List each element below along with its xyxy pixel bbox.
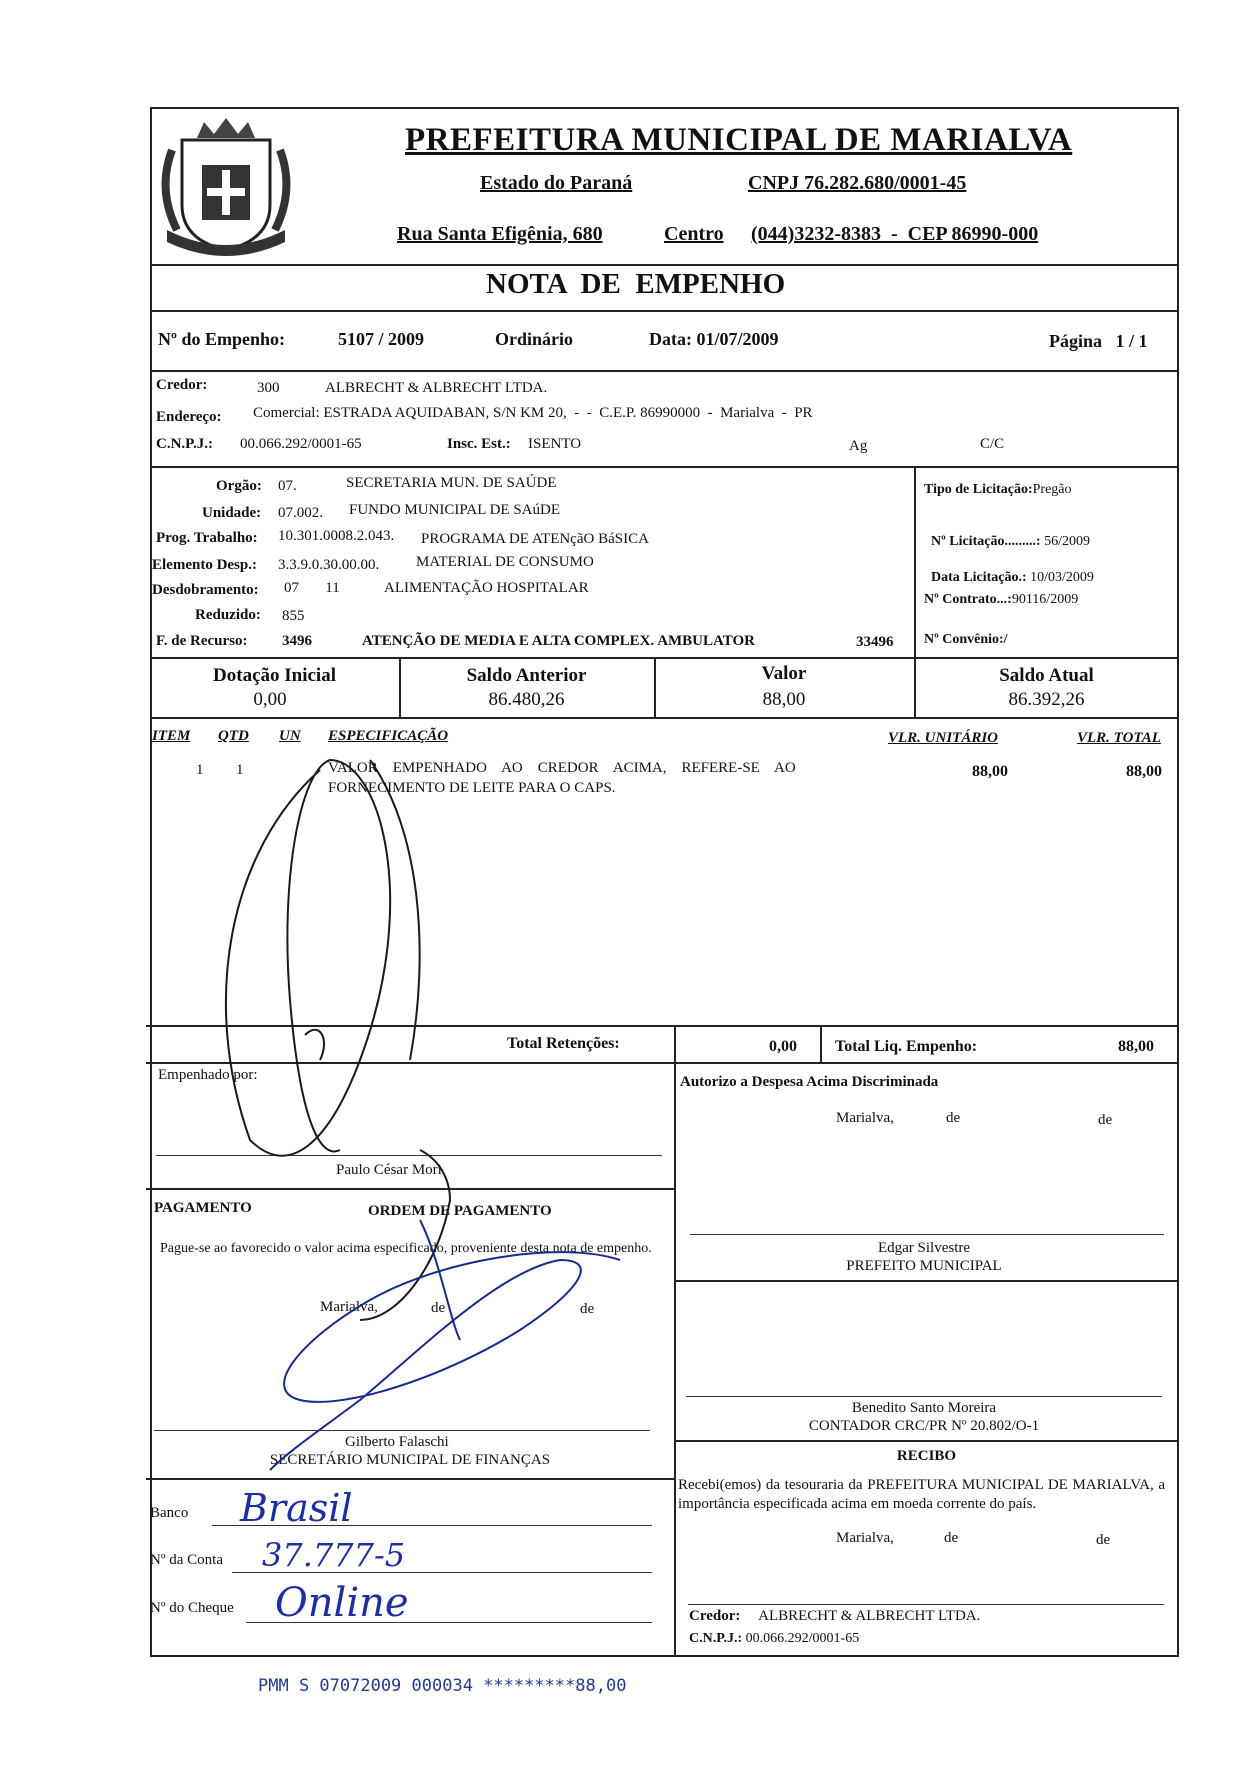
orgao-label: Orgão: (216, 478, 262, 494)
insc-label: Insc. Est.: (447, 436, 511, 452)
empenho-type: Ordinário (495, 329, 574, 349)
prog-code: 10.301.0008.2.043. (278, 528, 395, 544)
elemento-name: MATERIAL DE CONSUMO (416, 554, 594, 570)
conta-label: Nº da Conta (150, 1552, 223, 1568)
col-spec: ESPECIFICAÇÃO (328, 728, 449, 744)
licitacao-contrato-value: 90116/2009 (1011, 592, 1079, 607)
balance-dotacao-value: 0,00 (253, 689, 287, 710)
pagamento-de1: de (431, 1300, 446, 1316)
reduzido-value: 855 (282, 608, 305, 624)
balance-atual-value: 86.392,26 (1008, 689, 1085, 710)
liquido-label: Total Liq. Empenho: (835, 1038, 978, 1055)
empenho-number: 5107 / 2009 (338, 329, 425, 349)
header-district: Centro (664, 223, 724, 245)
cc-label: C/C (980, 436, 1005, 452)
col-total-value: VLR. TOTAL (1077, 730, 1161, 746)
header-title: PREFEITURA MUNICIPAL DE MARIALVA (405, 122, 1073, 158)
autorizo-de2: de (1098, 1112, 1113, 1128)
licitacao-contrato-label: Nº Contrato...: (924, 592, 1012, 607)
balance-anterior-value: 86.480,26 (488, 689, 565, 710)
document-title: NOTA DE EMPENHO (486, 268, 786, 300)
pagamento-de2: de (580, 1301, 595, 1317)
recurso-code: 3496 (282, 633, 312, 649)
credor-label: Credor: (156, 377, 208, 393)
prog-name: PROGRAMA DE ATENçãO BáSICA (421, 531, 649, 547)
pagamento-label: PAGAMENTO (154, 1200, 252, 1216)
item-spec-line2: FORNECIMENTO DE LEITE PARA O CAPS. (328, 780, 616, 796)
ag-label: Ag (849, 438, 868, 454)
orgao-code: 07. (278, 478, 297, 494)
recibo-credor-value: ALBRECHT & ALBRECHT LTDA. (758, 1608, 981, 1624)
address-label: Endereço: (156, 409, 222, 425)
recibo-text: Recebi(emos) da tesouraria da PREFEITURA MUNICIPAL DE MARIALVA, a importância especificada acima em moeda corrente do país. (678, 1477, 1165, 1512)
balance-anterior-label: Saldo Anterior (466, 665, 587, 686)
ordem-pagamento-label: ORDEM DE PAGAMENTO (368, 1203, 552, 1219)
retencoes-value: 0,00 (769, 1038, 797, 1055)
pagamento-text: Pague-se ao favorecido o valor acima especificado, proveniente desta nota de empenho. (160, 1241, 652, 1256)
header-street: Rua Santa Efigênia, 680 (397, 223, 603, 245)
prefeito-role: PREFEITO MUNICIPAL (846, 1258, 1002, 1274)
credor-code: 300 (257, 380, 280, 396)
recibo-cnpj-label: C.N.P.J.: (689, 1631, 743, 1646)
unidade-label: Unidade: (202, 505, 262, 521)
prefeito-name: Edgar Silvestre (877, 1240, 971, 1256)
cheque-label: Nº do Cheque (150, 1600, 234, 1616)
autorizo-label: Autorizo a Despesa Acima Discriminada (680, 1074, 939, 1090)
retencoes-label: Total Retenções: (507, 1035, 620, 1052)
liquido-value: 88,00 (1118, 1038, 1154, 1055)
empenho-date: Data: 01/07/2009 (649, 329, 779, 349)
licitacao-data-label: Data Licitação.: (931, 570, 1031, 585)
desdobramento-label: Desdobramento: (152, 582, 259, 598)
contador-role: CONTADOR CRC/PR Nº 20.802/O-1 (808, 1418, 1040, 1434)
payment-stamp: PMM S 07072009 000034 *********88,00 (258, 1676, 627, 1696)
licitacao-numero-value: 56/2009 (1044, 534, 1090, 549)
empenhado-name: Paulo César Mori (336, 1162, 442, 1178)
address-value: Comercial: ESTRADA AQUIDABAN, S/N KM 20, - - C.E.P. 86990000 - Marialva - PR (253, 405, 813, 421)
col-unit-value: VLR. UNITÁRIO (888, 730, 999, 746)
banco-handwritten: Brasil (240, 1486, 353, 1530)
item-unit-value: 88,00 (972, 763, 1008, 780)
cheque-handwritten: Online (275, 1580, 409, 1626)
desdobramento-name: ALIMENTAÇÃO HOSPITALAR (384, 580, 589, 596)
contador-name: Benedito Santo Moreira (851, 1400, 997, 1416)
unidade-code: 07.002. (278, 505, 323, 521)
unidade-name: FUNDO MUNICIPAL DE SAúDE (349, 502, 560, 518)
conta-handwritten: 37.777-5 (262, 1536, 406, 1574)
recurso-number: 33496 (856, 634, 894, 650)
banco-label: Banco (150, 1505, 189, 1521)
licitacao-convenio: Nº Convênio:/ (924, 632, 1008, 647)
recurso-name: ATENÇÃO DE MEDIA E ALTA COMPLEX. AMBULATOR (362, 633, 755, 649)
secretario-name: Gilberto Falaschi (345, 1434, 449, 1450)
header-cnpj: CNPJ 76.282.680/0001-45 (748, 172, 967, 194)
recibo-de2: de (1096, 1532, 1111, 1548)
recibo-city: Marialva, (836, 1530, 894, 1546)
autorizo-city: Marialva, (836, 1110, 894, 1126)
recibo-label: RECIBO (896, 1448, 957, 1464)
pagamento-city: Marialva, (320, 1299, 378, 1315)
balance-valor-label: Valor (761, 663, 807, 684)
autorizo-de1: de (946, 1110, 961, 1126)
licitacao-data-value: 10/03/2009 (1030, 570, 1094, 585)
item-number: 1 (196, 762, 204, 778)
desdobramento-code: 07 11 (284, 580, 340, 596)
balance-atual-label: Saldo Atual (999, 665, 1094, 686)
elemento-label: Elemento Desp.: (152, 557, 257, 573)
recibo-credor-label: Credor: (689, 1608, 741, 1624)
elemento-code: 3.3.9.0.30.00.00. (278, 557, 380, 573)
cnpj-value: 00.066.292/0001-65 (240, 436, 362, 452)
recibo-de1: de (944, 1530, 959, 1546)
reduzido-label: Reduzido: (195, 607, 261, 623)
item-spec-line1: VALOR EMPENHADO AO CREDOR ACIMA, REFERE-SE AO (328, 760, 796, 776)
secretario-role: SECRETÁRIO MUNICIPAL DE FINANÇAS (269, 1452, 551, 1468)
recibo-cnpj-value: 00.066.292/0001-65 (745, 1631, 860, 1646)
prog-label: Prog. Trabalho: (156, 530, 258, 546)
item-qtd: 1 (236, 762, 244, 778)
balance-dotacao-label: Dotação Inicial (213, 665, 336, 686)
licitacao-numero-label: Nº Licitação.........: (931, 534, 1045, 549)
orgao-name: SECRETARIA MUN. DE SAÚDE (346, 475, 557, 491)
licitacao-tipo-value: Pregão (1032, 482, 1072, 497)
empenhado-label: Empenhado por: (158, 1067, 258, 1083)
header-state: Estado do Paraná (480, 172, 633, 194)
cnpj-label: C.N.P.J.: (156, 436, 213, 452)
col-un: UN (279, 728, 301, 744)
empenho-number-label: Nº do Empenho: (158, 329, 285, 349)
credor-name: ALBRECHT & ALBRECHT LTDA. (325, 380, 548, 396)
header-phone-cep: (044)3232-8383 - CEP 86990-000 (751, 223, 1039, 245)
item-total-value: 88,00 (1126, 763, 1162, 780)
empenho-page: Página 1 / 1 (1049, 331, 1148, 351)
licitacao-tipo-label: Tipo de Licitação: (924, 482, 1033, 497)
recurso-label: F. de Recurso: (156, 633, 248, 649)
balance-valor-value: 88,00 (762, 689, 806, 710)
insc-value: ISENTO (528, 436, 582, 452)
col-qtd: QTD (218, 728, 249, 744)
col-item: ITEM (152, 728, 191, 744)
